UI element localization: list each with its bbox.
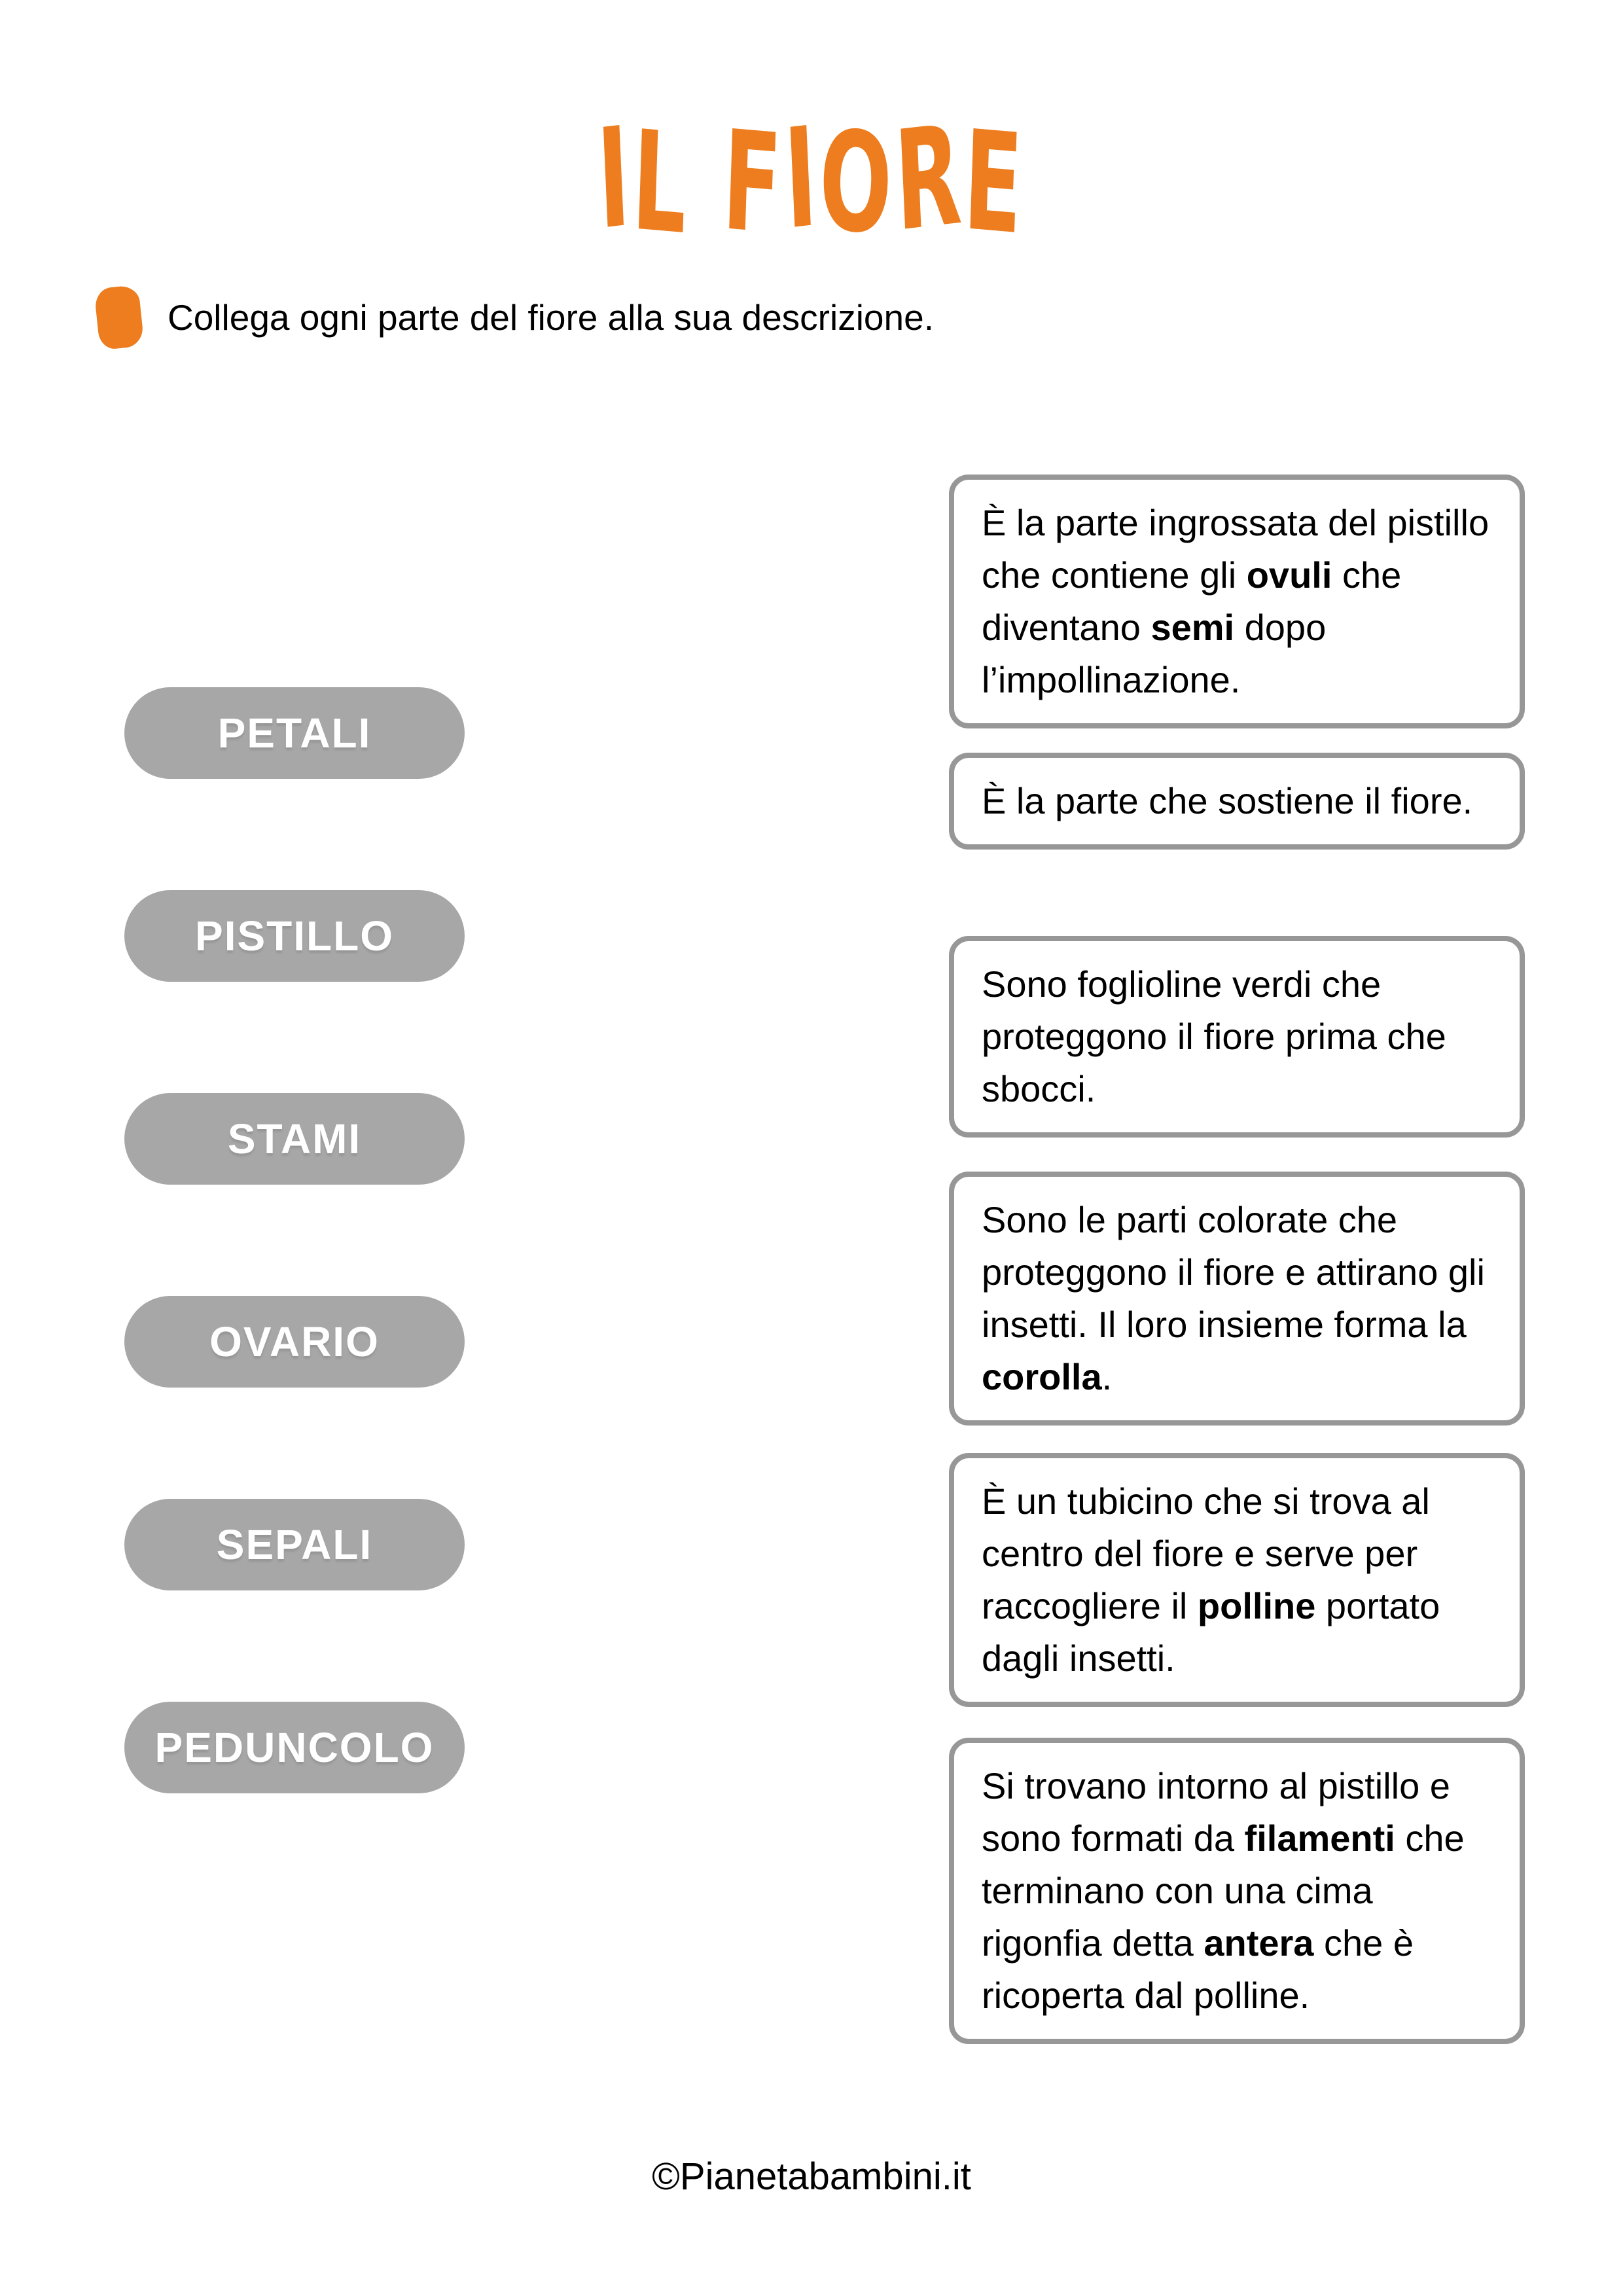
label-pill-pistillo[interactable]: PISTILLO [124,890,465,982]
description-box-peduncolo[interactable]: È la parte che sostiene il fiore. [949,753,1525,850]
description-box-sepali[interactable]: Sono foglioline verdi che proteggono il fiore prima che sbocci. [949,936,1525,1138]
label-pill-ovario[interactable]: OVARIO [124,1296,465,1388]
label-pill-peduncolo[interactable]: PEDUNCOLO [124,1702,465,1793]
worksheet-title: IL FIORE [594,94,1028,266]
instruction-text: Collega ogni parte del fiore alla sua descrizione. [168,297,934,338]
description-box-petali[interactable]: Sono le parti colorate che proteggono il fiore e attirano gli insetti. Il loro insieme forma la corolla. [949,1172,1525,1426]
footer-credit: ©Pianetabambini.it [652,2155,971,2198]
instruction-row [97,287,934,348]
description-box-stami[interactable]: Si trovano intorno al pistillo e sono formati da filamenti che terminano con una cima rigonfia detta antera che è ricoperta dal polline. [949,1738,1525,2044]
description-box-ovario[interactable]: È la parte ingrossata del pistillo che contiene gli ovuli che diventano semi dopo l’impollinazione. [949,475,1525,728]
label-pill-stami[interactable]: STAMI [124,1093,465,1185]
label-pill-sepali[interactable]: SEPALI [124,1499,465,1590]
bullet-icon [94,285,144,351]
title-wrap [0,94,1623,266]
description-box-pistillo[interactable]: È un tubicino che si trova al centro del fiore e serve per raccogliere il polline portato dagli insetti. [949,1453,1525,1707]
label-pill-petali[interactable]: PETALI [124,687,465,779]
